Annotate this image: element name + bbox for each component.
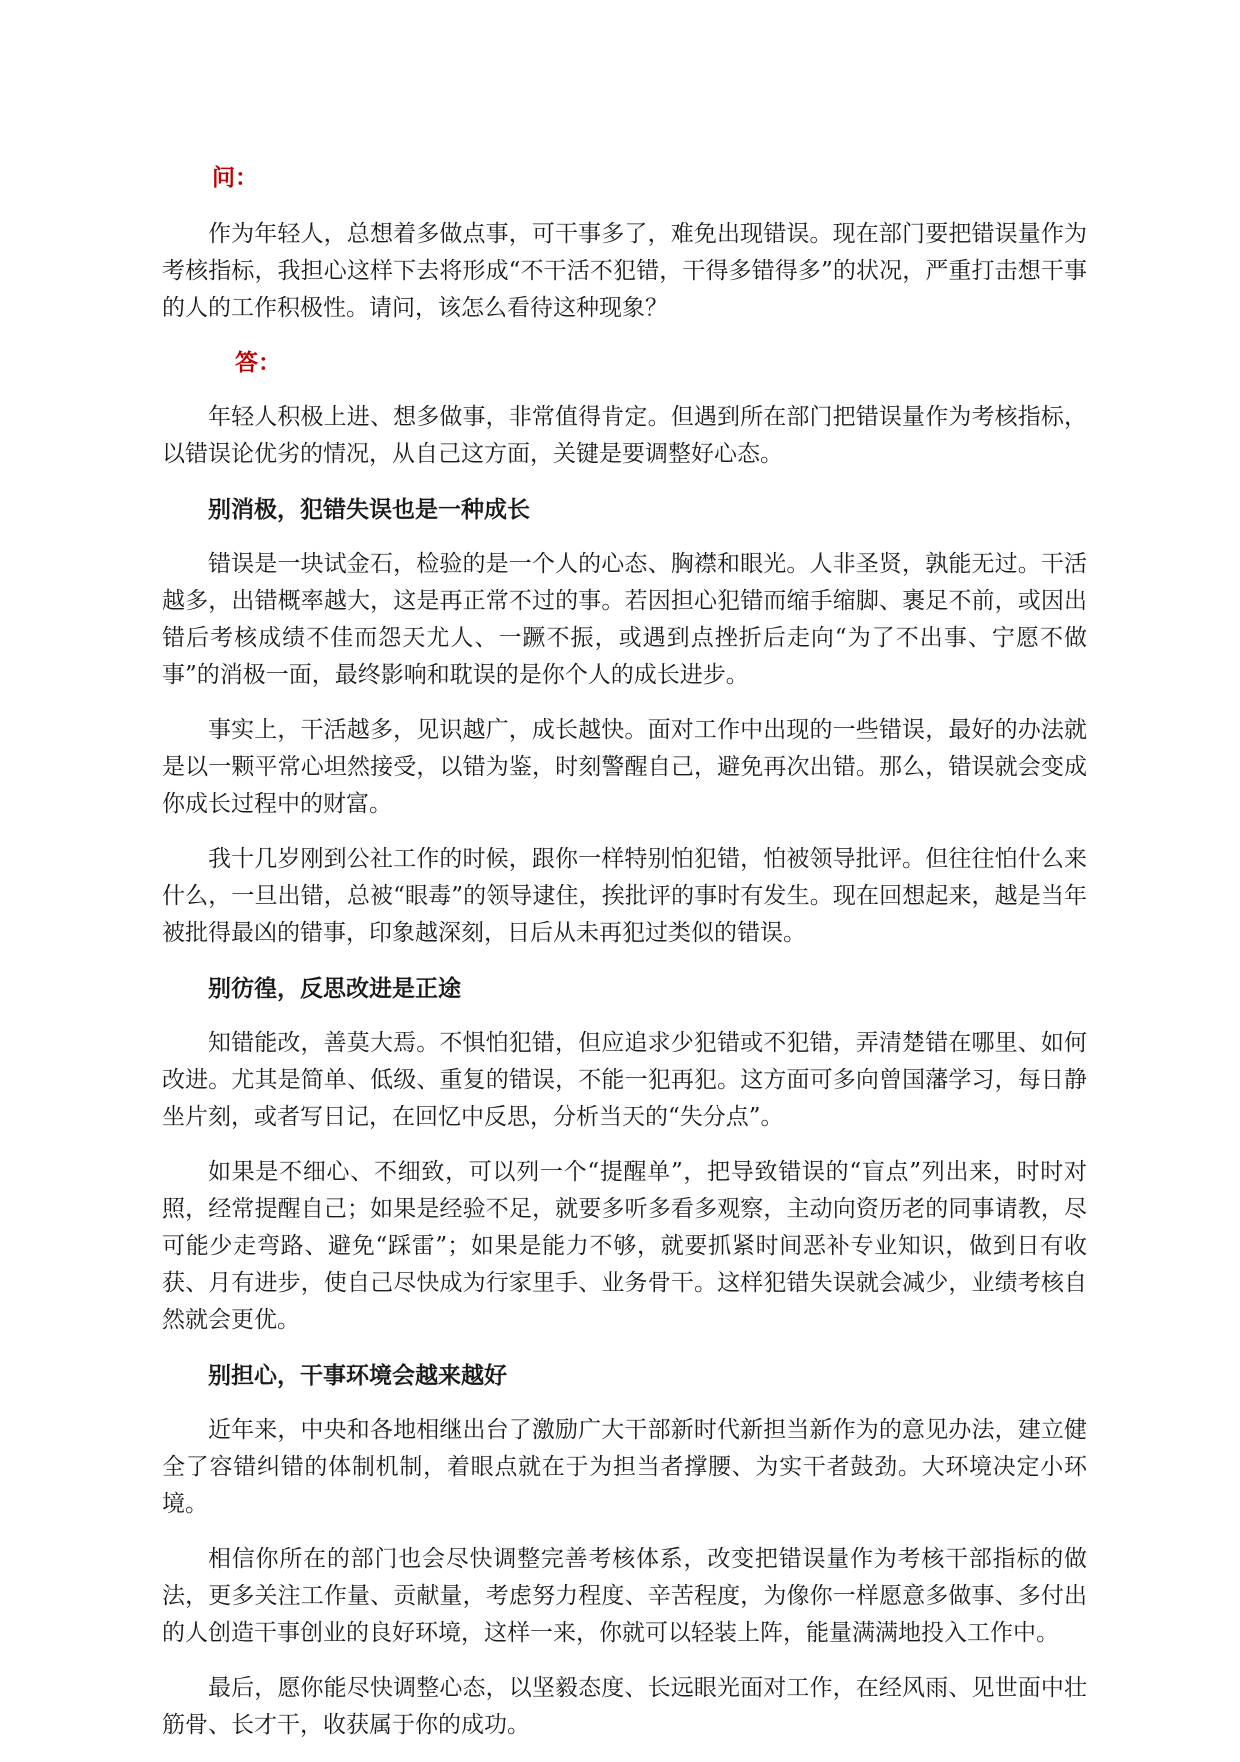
section-3-paragraph-1: 近年来，中央和各地相继出台了激励广大干部新时代新担当新作为的意见办法，建立健全了容错纠错的体制机制，着眼点就在于为担当者撑腰、为实干者鼓劲。大环境决定小环境。 xyxy=(162,1417,1087,1517)
answer-intro: 年轻人积极上进、想多做事，非常值得肯定。但遇到所在部门把错误量作为考核指标，以错误论优劣的情况，从自己这方面，关键是要调整好心态。 xyxy=(162,404,1087,467)
answer-label: 答： xyxy=(235,349,281,376)
section-heading-1: 别消极，犯错失误也是一种成长 xyxy=(208,496,530,523)
question-text: 作为年轻人，总想着多做点事，可干事多了，难免出现错误。现在部门要把错误量作为考核指标，我担心这样下去将形成“不干活不犯错，干得多错得多”的状况，严重打击想干事的人的工作积极性。请问，该怎么看待这种现象？ xyxy=(162,221,1087,321)
section-1-paragraph-2: 事实上，干活越多，见识越广，成长越快。面对工作中出现的一些错误，最好的办法就是以一颗平常心坦然接受，以错为鉴，时刻警醒自己，避免再次出错。那么，错误就会变成你成长过程中的财富。 xyxy=(162,717,1087,817)
section-heading-3: 别担心，干事环境会越来越好 xyxy=(208,1362,507,1389)
section-1-paragraph-3: 我十几岁刚到公社工作的时候，跟你一样特别怕犯错，怕被领导批评。但往往怕什么来什么，一旦出错，总被“眼毒”的领导逮住，挨批评的事时有发生。现在回想起来，越是当年被批得最凶的错事，印象越深刻，日后从未再犯过类似的错误。 xyxy=(162,846,1087,946)
section-2-paragraph-2: 如果是不细心、不细致，可以列一个“提醒单”，把导致错误的“盲点”列出来，时时对照，经常提醒自己；如果是经验不足，就要多听多看多观察，主动向资历老的同事请教，尽可能少走弯路、避免“踩雷”；如果是能力不够，就要抓紧时间恶补专业知识，做到日有收获、月有进步，使自己尽快成为行家里手、业务骨干。这样犯错失误就会减少，业绩考核自然就会更优。 xyxy=(162,1159,1087,1333)
section-3-paragraph-2: 相信你所在的部门也会尽快调整完善考核体系，改变把错误量作为考核干部指标的做法，更多关注工作量、贡献量，考虑努力程度、辛苦程度，为像你一样愿意多做事、多付出的人创造干事创业的良好环境，这样一来，你就可以轻装上阵，能量满满地投入工作中。 xyxy=(162,1546,1087,1646)
question-label: 问： xyxy=(212,164,258,191)
section-1-paragraph-1: 错误是一块试金石，检验的是一个人的心态、胸襟和眼光。人非圣贤，孰能无过。干活越多，出错概率越大，这是再正常不过的事。若因担心犯错而缩手缩脚、裹足不前，或因出错后考核成绩不佳而怨天尤人、一蹶不振，或遇到点挫折后走向“为了不出事、宁愿不做事”的消极一面，最终影响和耽误的是你个人的成长进步。 xyxy=(162,551,1087,688)
document-page xyxy=(162,160,1087,1762)
section-2-paragraph-1: 知错能改，善莫大焉。不惧怕犯错，但应追求少犯错或不犯错，弄清楚错在哪里、如何改进。尤其是简单、低级、重复的错误，不能一犯再犯。这方面可多向曾国藩学习，每日静坐片刻，或者写日记，在回忆中反思，分析当天的“失分点”。 xyxy=(162,1030,1087,1130)
section-heading-2: 别彷徨，反思改进是正途 xyxy=(208,975,461,1002)
section-3-paragraph-3: 最后，愿你能尽快调整心态，以坚毅态度、长远眼光面对工作，在经风雨、见世面中壮筋骨、长才干，收获属于你的成功。 xyxy=(162,1675,1087,1738)
